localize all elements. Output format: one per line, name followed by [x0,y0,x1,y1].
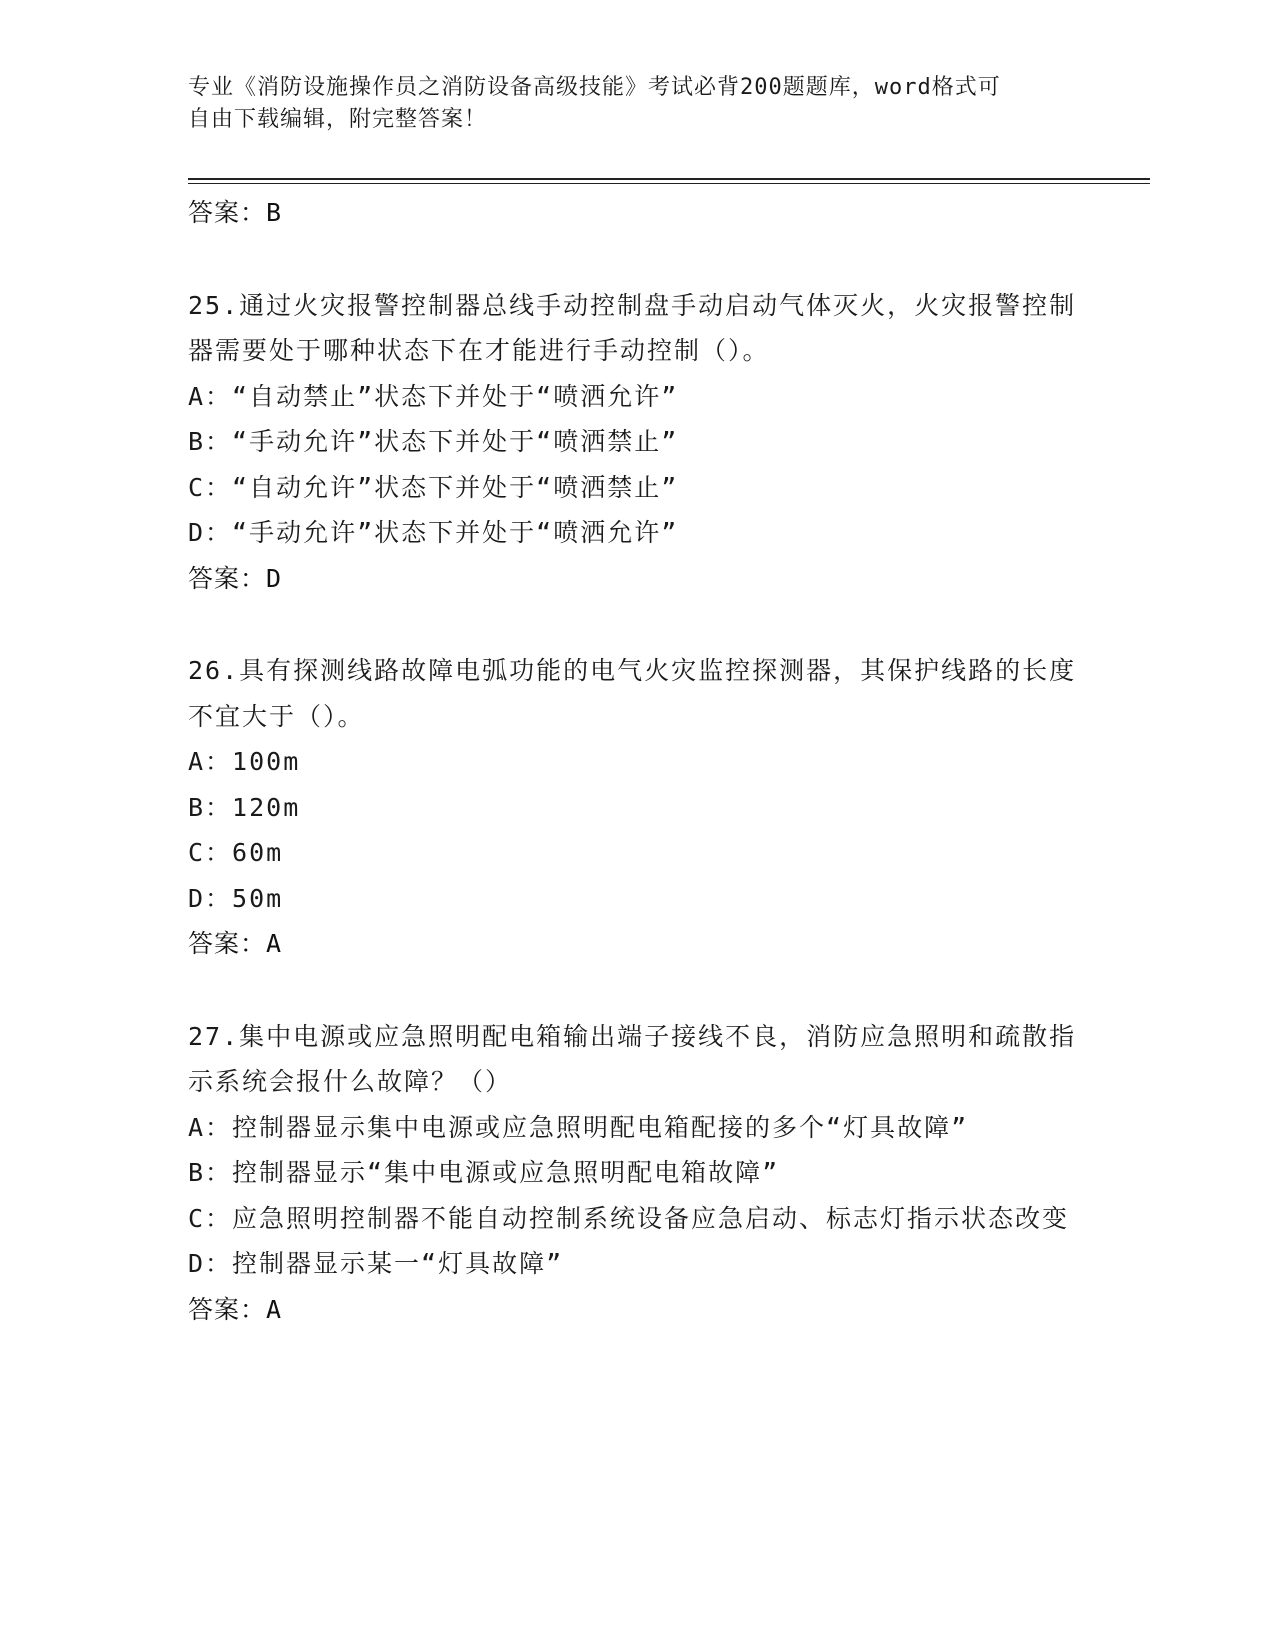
header-divider-thin [188,183,1150,184]
answer-line: 答案：D [188,563,283,593]
header-line-2: 自由下载编辑，附完整答案！ [188,107,488,132]
header-line-1: 专业《消防设施操作员之消防设备高级技能》考试必背200题题库，word格式可 [188,75,1001,100]
question-block-25 [188,283,1088,602]
question-block-27 [188,1014,1088,1333]
option-c: C：“自动允许”状态下并处于“喷洒禁止” [188,472,679,502]
question-text: 26.具有探测线路故障电弧功能的电气火灾监控探测器，其保护线路的长度不宜大于（）。 [188,656,1077,731]
option-d: D：“手动允许”状态下并处于“喷洒允许” [188,518,679,547]
option-a: A：控制器显示集中电源或应急照明配电箱配接的多个“灯具故障” [188,1112,969,1142]
option-b: B：控制器显示“集中电源或应急照明配电箱故障” [188,1158,780,1187]
question-block-26 [188,648,1088,967]
option-d: D：50m [188,883,284,913]
option-c: C：应急照明控制器不能自动控制系统设备应急启动、标志灯指示状态改变 [188,1203,1070,1233]
answer-line: 答案：A [188,1294,283,1324]
question-text: 25.通过火灾报警控制器总线手动控制盘手动启动气体灭火，火灾报警控制器需要处于哪种状态下在才能进行手动控制（）。 [188,290,1077,365]
question-content [188,190,1088,1332]
header-divider-thick [188,178,1150,180]
option-c: C：60m [188,838,284,867]
option-d: D：控制器显示某一“灯具故障” [188,1249,564,1278]
previous-answer: 答案：B [188,198,283,227]
option-a: A：100m [188,747,301,776]
spacer [188,601,1088,648]
question-text: 27.集中电源或应急照明配电箱输出端子接线不良，消防应急照明和疏散指示系统会报什么故障？（） [188,1021,1077,1096]
document-header [188,72,1088,136]
option-a: A：“自动禁止”状态下并处于“喷洒允许” [188,381,679,411]
spacer [188,967,1088,1014]
option-b: B：120m [188,792,301,822]
option-b: B：“手动允许”状态下并处于“喷洒禁止” [188,427,679,456]
spacer [188,236,1088,283]
answer-line: 答案：A [188,929,283,958]
